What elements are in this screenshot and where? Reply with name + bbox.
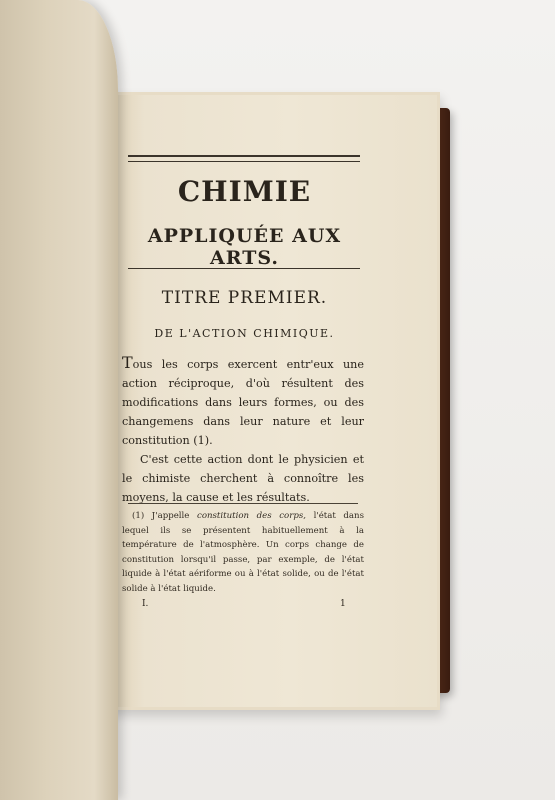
footnote-marker: (1) J'appelle bbox=[132, 511, 190, 521]
section-title: TITRE PREMIER. bbox=[161, 288, 328, 308]
footnote bbox=[122, 509, 364, 596]
body-text bbox=[122, 353, 364, 507]
title-page bbox=[112, 95, 437, 707]
paragraph-1 bbox=[122, 353, 364, 450]
chapter-title: DE L'ACTION CHIMIQUE. bbox=[154, 327, 335, 340]
footnote-text: l'état dans lequel ils se présentent habituellement à la température de l'atmosphère. Un corps change de constitution lorsqu'il passe, par exemple, de l'état liquide à l'état aériforme ou à l'état solide, ou de l'état solide à l'état liquide. bbox=[122, 511, 364, 594]
footnote-rule bbox=[128, 503, 358, 504]
dropcap: T bbox=[122, 353, 133, 372]
book-subtitle: APPLIQUÉE AUX ARTS. bbox=[147, 225, 342, 269]
footnote-term: constitution des corps, bbox=[197, 511, 306, 521]
signature-mark: I. bbox=[142, 599, 149, 609]
top-double-rule bbox=[128, 155, 360, 162]
paragraph-1-text: ous les corps exercent entr'eux une action réciproque, d'où résultent des modifications dans leurs formes, ou des changemens dans leur nature et leur constitution (1). bbox=[122, 358, 364, 447]
book-title: CHIMIE bbox=[177, 175, 312, 208]
mid-rule bbox=[128, 268, 360, 269]
facing-page-curl bbox=[0, 0, 118, 800]
paragraph-2: C'est cette action dont le physicien et le chimiste cherchent à connoître les moyens, la cause et les résultats. bbox=[122, 453, 364, 504]
page-number: 1 bbox=[340, 599, 346, 609]
